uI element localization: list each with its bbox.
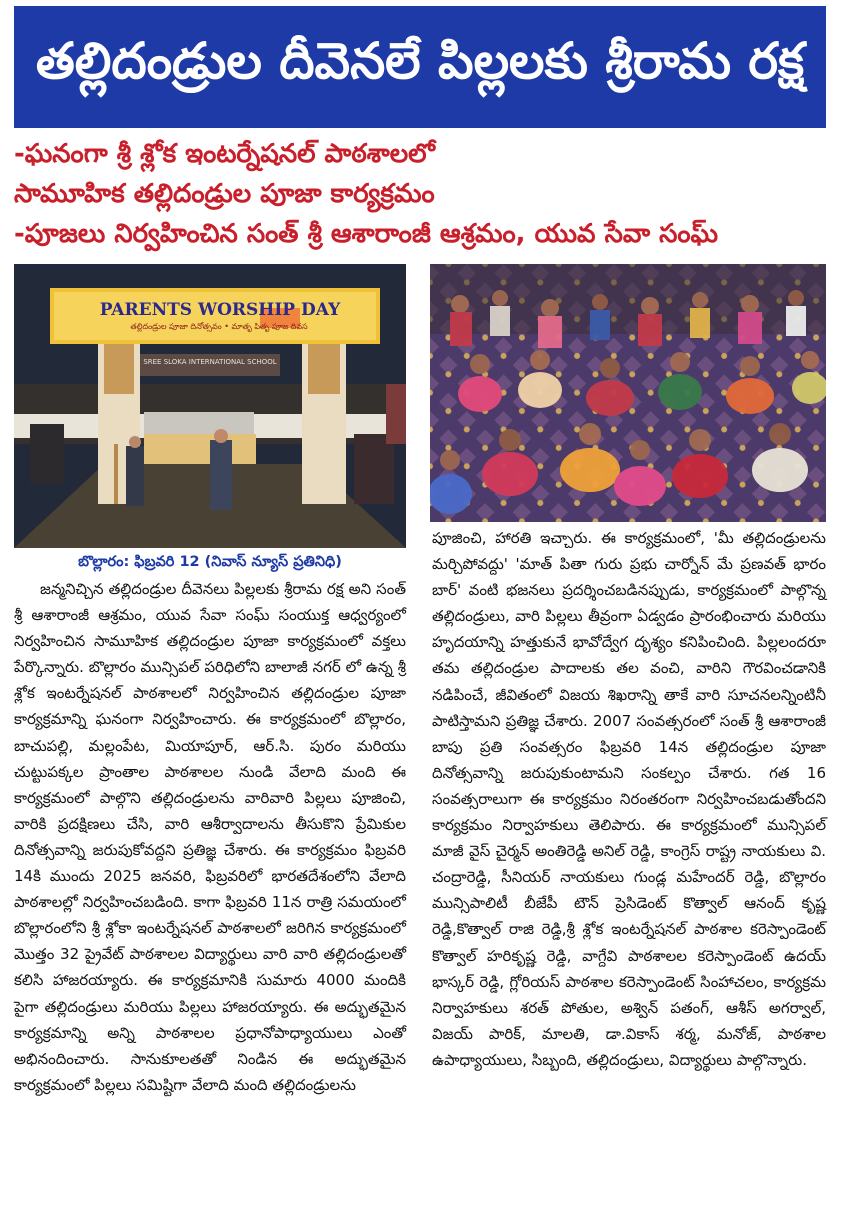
subheading-1: -ఘనంగా శ్రీ శ్లోక ఇంటర్నేషనల్ పాఠశాలలో <box>14 139 435 169</box>
photo-banner-subtitle: తల్లిదండ్రుల పూజా దినోత్సవం • మాతృ పితృ పూజ దివస <box>130 322 308 331</box>
article-column-right <box>432 525 826 1073</box>
dateline: బొల్లారం: ఫిబ్రవరి 12 (నివాస్ న్యూస్ ప్రతినిధి) <box>78 554 342 570</box>
article-body-left: జన్మనిచ్చిన తల్లిదండ్రుల దీవెనలు పిల్లలకు శ్రీరామ రక్ష అని సంత్ శ్రీ ఆశారాంజీ ఆశ్రమం, యువ సేవా సంఘ్ సంయుక్త ఆధ్వర్యంలో నిర్వహించిన సామూహిక తల్లిదండ్రుల పూజా కార్యక్రమంలో వక్తలు పేర్కొన్నారు. బొల్లారం మున్సిపల్ పరిధిలోని బాలాజీ నగర్ లో ఉన్న శ్రీ శ్లోక ఇంటర్నేషనల్ పాఠశాలలో నిర్వహించిన తల్లిదండ్రుల పూజా కార్యక్రమాన్ని ఘనంగా నిర్వహించారు. ఈ కార్యక్రమంలో బొల్లారం, బాచుపల్లి, మల్లంపేట, మియాపూర్, ఆర్.సి. పురం మరియు చుట్టుపక్కల ప్రాంతాల పాఠశాలల నుండి వేలాది మంది ఈ కార్యక్రమంలో పాల్గొని తల్లిదండ్రులను వారివారి పిల్లలు పూజించి, వారికి ప్రదక్షిణలు చేసి, వారి ఆశీర్వాదాలను తీసుకొని ప్రేమికుల దినోత్సవాన్ని జరుపుకోవద్దని ప్రతిజ్ఞ చేశారు. ఈ కార్యక్రమం ఫిబ్రవరి 14కి ముందు 2025 జనవరి, ఫిబ్రవరిలో భారతదేశంలోని వేలాది పాఠశాలల్లో నిర్వహించబడింది. కాగా ఫిబ్రవరి 11న రాత్రి సమయంలో బొల్లారంలోని శ్రీ శ్లోకా ఇంటర్నేషనల్ పాఠశాలలో జరిగిన కార్యక్రమంలో మొత్తం 32 ప్రైవేట్ పాఠశాలల విద్యార్థులు వారి వారి తల్లిదండ్రులతో కలిసి హాజరయ్యారు. ఈ కార్యక్రమానికి సుమారు 4000 మందికి పైగా తల్లిదండ్రులు మరియు పిల్లలు హాజరయ్యారు. ఈ అద్భుతమైన కార్యక్రమాన్ని అన్ని పాఠశాలల ప్రధానోపాధ్యాయులు ఎంతో అభినందించారు. సానుకూలతతో నిండిన ఈ అద్భుతమైన కార్యక్రమంలో పిల్లలు సమిష్టిగా వేలాది మంది తల్లిదండ్రులను <box>14 580 406 1094</box>
article-column-left <box>14 576 406 1098</box>
parents-worship-crowd-photo <box>430 264 826 522</box>
headline: తల్లిదండ్రుల దీవెనలే పిల్లలకు శ్రీరామ రక్ష <box>35 31 805 90</box>
subheading-2: సామూహిక తల్లిదండ్రుల పూజా కార్యక్రమం <box>14 179 435 209</box>
subheadings <box>14 134 826 254</box>
photo-school-sign: SREE SLOKA INTERNATIONAL SCHOOL <box>143 358 277 366</box>
event-entrance-photo <box>14 264 406 548</box>
photo-banner-title: PARENTS WORSHIP DAY <box>99 300 341 320</box>
subheading-3: -పూజలు నిర్వహించిన సంత్ శ్రీ ఆశారాంజీ ఆశ్రమం, యువ సేవా సంఘ్ <box>14 219 719 249</box>
article-body-right: పూజించి, హారతి ఇచ్చారు. ఈ కార్యక్రమంలో, 'మీ తల్లిదండ్రులను మర్చిపోవద్దు' 'మాత్ పితా గురు ప్రభు చార్నోన్ మే ప్రణవత్ భారం బార్' వంటి భజనలు ప్రదర్శించబడినప్పుడు, కార్యక్రమంలో పాల్గొన్న తల్లిదండ్రులు, వారి పిల్లలు తీవ్రంగా ఏడ్వడం ప్రారంభించారు మరియు హృదయాన్ని హత్తుకునే భావోద్వేగ దృశ్యం కనిపించింది. పిల్లలందరూ తమ తల్లిదండ్రుల పాదాలకు తల వంచి, వారిని గౌరవించడానికి నడిపించే, జీవితంలో విజయ శిఖరాన్ని తాకే వారి సూచనలన్నింటినీ పాటిస్తామని ప్రతిజ్ఞ చేశారు. 2007 సంవత్సరంలో సంత్ శ్రీ ఆశారాంజీ బాపు ప్రతి సంవత్సరం ఫిబ్రవరి 14న తల్లిదండ్రుల పూజా దినోత్సవాన్ని జరుపుకుంటామని సంకల్పం చేశారు. గత 16 సంవత్సరాలుగా ఈ కార్యక్రమం నిరంతరంగా నిర్వహించబడుతోందని కార్యక్రమం నిర్వాహకులు తెలిపారు. ఈ కార్యక్రమంలో మున్సిపల్ మాజీ వైస్ చైర్మన్ అంతిరెడ్డి అనిల్ రెడ్డి, కాంగ్రెస్ రాష్ట్ర నాయకులు వి. చంద్రారెడ్డి, సీనియర్ నాయకులు గుండ్ల మహేందర్ రెడ్డి, బొల్లారం మున్సిపాలిటీ బీజేపీ టౌన్ ప్రెసిడెంట్ కొత్వాల్ ఆనంద్ కృష్ణ రెడ్డి,కొత్వాల్ రాజి రెడ్డి,శ్రీ శ్లోక ఇంటర్నేషనల్ పాఠశాల కరెస్పాండెంట్ కొత్వాల్ హరికృష్ణ రెడ్డి, వాగ్దేవి పాఠశాలల కరెస్పాండెంట్ ఉదయ్ భాస్కర్ రెడ్డి, గ్లోరియస్ పాఠశాల కరెస్పాండెంట్ సింహాచలం, కార్యక్రమ నిర్వాహకులు శరత్ పోతుల, అశ్విన్ పతంగ్, ఆశీస్ అగర్వాల్, విజయ్ పారిక్, మాలతి, డా.వికాస్ శర్మ, మనోజ్, పాఠశాల ఉపాధ్యాయులు, సిబ్బంది, తల్లిదండ్రులు, విద్యార్థులు పాల్గొన్నారు. <box>432 529 826 1069</box>
headline-banner <box>14 6 826 128</box>
